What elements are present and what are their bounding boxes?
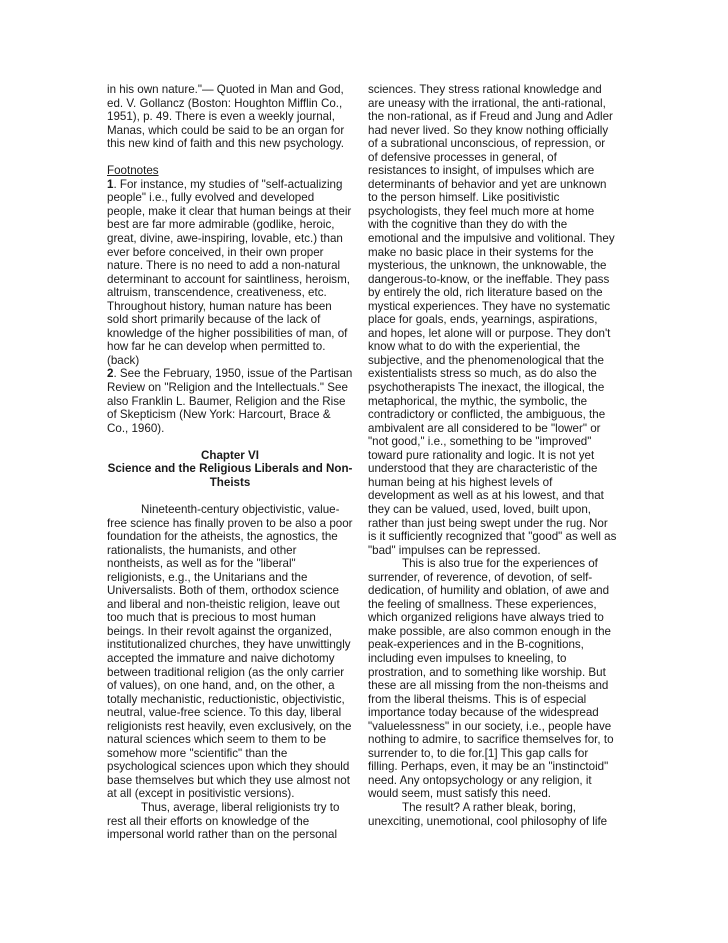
footnote-2 [107,367,353,435]
body-paragraph-1: Nineteenth-century objectivistic, value-free science has finally proven to be also a poor foundation for the atheists, the agnostics, the rationalists, the humanists, and other nontheists, as well as for the "liberal" religionists, e.g., the Unitarians and the Universalists. Both of them, orthodox science and liberal and non-theistic religion, leave out too much that is precious to most human beings. In their revolt against the organized, institutionalized churches, they have unwittingly accepted the immature and naive dichotomy between traditional religion (as the only carrier of values), on one hand, and, on the other, a totally mechanistic, reductionistic, objectivistic, neutral, value-free science. To this day, liberal religionists rest heavily, even exclusively, on the natural sciences which seem to them to be somehow more "scientific" than the psychological sciences upon which they should base themselves but which they use almost not at all (except in positivistic versions). [107,502,353,801]
continued-quote: in his own nature."— Quoted in Man and God, ed. V. Gollancz (Boston: Houghton Mifflin Co., 1951), p. 49. There is even a weekly journal, Manas, which could be said to be an organ for this new kind of faith and this new psychology. [107,83,345,151]
footnote-2-text: . See the February, 1950, issue of the Partisan Review on "Religion and the Intellectuals." See also Franklin L. Baumer, Religion and the Rise of Skepticism (New York: Harcourt, Brace & Co., 1960). [107,367,353,435]
body-paragraph-2: Thus, average, liberal religionists try to rest all their efforts on knowledge of the impersonal world rather than on the personal [107,800,340,842]
chapter-title: Science and the Religious Liberals and Non-Theists [107,462,353,489]
body-paragraph-4: This is also true for the experiences of surrender, of reverence, of devotion, of self-dedication, of humility and oblation, of awe and the feeling of smallness. These experiences, which organized religions have always tried to make possible, are also common enough in the peak-experiences and in the B-cognitions, including even impulses to kneeling, to prostration, and to something like worship. But these are all missing from the non-theisms and from the liberal theisms. This is of especial importance today because of the widespread "valuelessness" in our society, i.e., people have nothing to admire, to sacrifice themselves for, to surrender to, to die for.[1] This gap calls for filling. Perhaps, even, it may be an "instinctoid" need. Any ontopsychology or any religion, it would seem, must satisfy this need. [368,557,614,801]
chapter-label: Chapter VI [201,448,259,462]
right-column [368,83,618,828]
spacer [107,489,353,503]
spacer [107,435,353,449]
footnote-2-number: 2 [107,367,114,381]
body-paragraph-5: The result? A rather bleak, boring, unexciting, unemotional, cool philosophy of life [368,800,608,828]
body-paragraph-3: sciences. They stress rational knowledge and are uneasy with the irrational, the anti-rational, the non-rational, as if Freud and Jung and Adler had never lived. So they know nothing officially of a subrational unconscious, of repression, or of defensive processes in general, of resistances to insight, of impulses which are determinants of behavior and yet are unknown to the person himself. Like positivistic psychologists, they feel much more at home with the cognitive than they do with the emotional and the impulsive and volitional. They make no basic place in their systems for the mysterious, the unknown, the unknowable, the dangerous-to-know, or the ineffable. They pass by entirely the old, rich literature based on the mystical experiences. They have no systematic place for goals, ends, yearnings, aspirations, and hopes, let alone will or purpose. They don't know what to do with the experiential, the subjective, and the phenomenological that the existentialists stress so much, as do also the psychotherapists The inexact, the illogical, the metaphorical, the mythic, the symbolic, the contradictory or conflicted, the ambiguous, the ambivalent are all considered to be "lower" or "not good," i.e., something to be "improved" toward pure rationality and logic. It is not yet understood that they are characteristic of the human being at his highest levels of development as well as at his lowest, and that they can be valued, used, loved, built upon, rather than just being swept under the rug. Nor is it sufficiently recognized that "good" as well as "bad" impulses can be repressed. [368,83,617,557]
footnote-1-number: 1 [107,177,114,191]
footnote-1-text: . For instance, my studies of "self-actualizing people" i.e., fully evolved and developed people, make it clear that human beings at their best are far more admirable (godlike, heroic, great, divine, awe-inspiring, lovable, etc.) than ever before conceived, in their own proper nature. There is no need to add a non-natural determinant to account for saintliness, heroism, altruism, transcendence, creativeness, etc. Throughout history, human nature has been sold short primarily because of the lack of knowledge of the higher possibilities of man, of how far he can develop when permitted to. (back) [107,177,352,367]
footnotes-heading: Footnotes [107,164,159,178]
left-column [107,83,353,842]
footnote-1 [107,178,353,368]
spacer [107,151,353,165]
